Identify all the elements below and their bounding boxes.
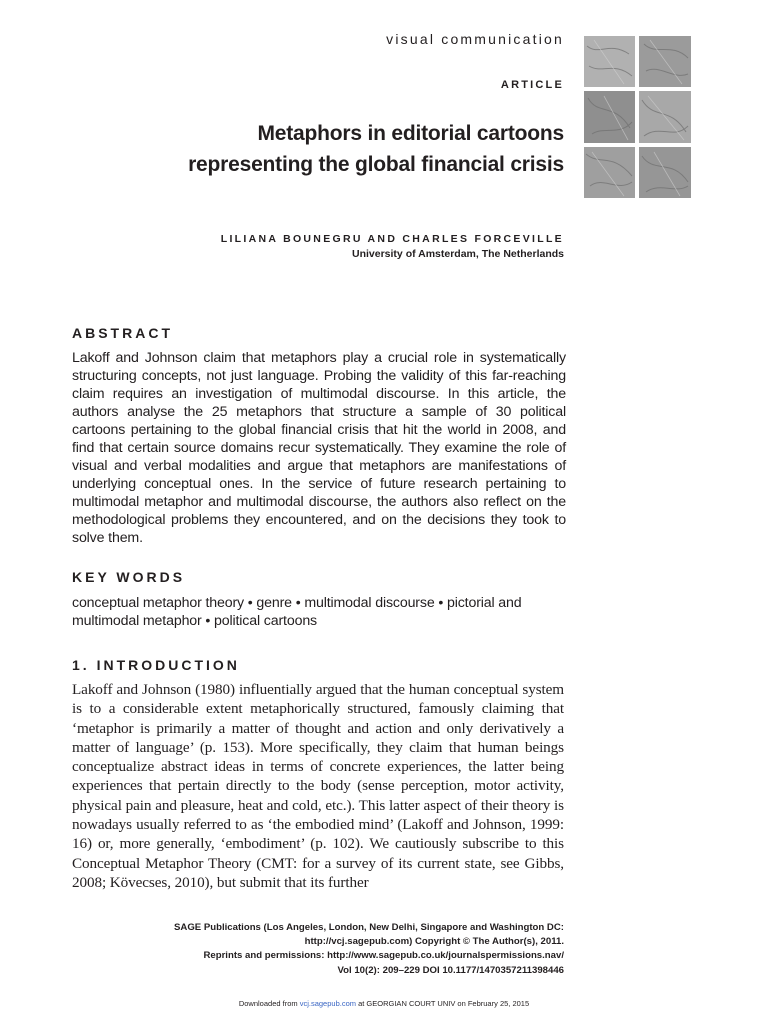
keywords-text: conceptual metaphor theory • genre • multimodal discourse • pictorial and multimodal metaphor • political cartoons bbox=[72, 595, 522, 629]
download-link[interactable]: vcj.sagepub.com bbox=[299, 999, 356, 1008]
affiliation: University of Amsterdam, The Netherlands bbox=[352, 248, 564, 260]
footer-line-1: SAGE Publications (Los Angeles, London, New Delhi, Singapore and Washington DC: bbox=[174, 922, 564, 933]
article-title bbox=[84, 118, 564, 180]
authors: LILIANA BOUNEGRU AND CHARLES FORCEVILLE bbox=[220, 233, 564, 245]
download-suffix: at GEORGIAN COURT UNIV on February 25, 2015 bbox=[358, 999, 530, 1008]
title-line-1: Metaphors in editorial cartoons bbox=[257, 122, 564, 145]
download-prefix: Downloaded from bbox=[238, 999, 298, 1008]
article-type-label: ARTICLE bbox=[500, 79, 564, 91]
abstract-heading: ABSTRACT bbox=[72, 325, 173, 341]
download-note bbox=[0, 999, 768, 1008]
texture-graphic bbox=[584, 36, 691, 198]
footer-line-2: http://vcj.sagepub.com) Copyright © The Author(s), 2011. bbox=[304, 936, 564, 948]
introduction-text: Lakoff and Johnson (1980) influentially argued that the human conceptual system is to a considerable extent metaphorically structured, famously claiming that ‘metaphor is primarily a matter of thought and action and only derivatively a matter of language’ (p. 153). More specifically, they claim that human beings conceptualize abstract ideas in terms of concrete experiences, the latter being experiences that pertain directly to the body (sense perception, motor activity, physical pain and pleasure, heat and cold, etc.). This latter aspect of their theory is nowadays usually referred to as ‘the embodied mind’ (Lakoff and Johnson, 1999: 16) or, more generally, ‘embodiment’ (p. 102). We cautiously subscribe to this Conceptual Metaphor Theory (CMT: for a survey of its current state, see Gibbs, 2008; Kövecses, 2010), but submit that its further bbox=[72, 681, 564, 891]
publisher-footer bbox=[84, 921, 564, 978]
introduction-heading: 1. INTRODUCTION bbox=[72, 657, 240, 673]
title-line-2: representing the global financial crisis bbox=[188, 153, 564, 176]
footer-line-4: Vol 10(2): 209–229 DOI 10.1177/1470357211398446 bbox=[337, 964, 564, 976]
journal-name: visual communication bbox=[386, 31, 564, 47]
cover-texture-image bbox=[584, 36, 691, 198]
keywords-heading: KEY WORDS bbox=[72, 569, 186, 585]
abstract-text: Lakoff and Johnson claim that metaphors play a crucial role in systematically structuring concepts, not just language. Probing the validity of this far-reaching claim requires an investigation of multimodal discourse. In this article, the authors analyse the 25 metaphors that structure a sample of 30 political cartoons pertaining to the global financial crisis that hit the world in 2008, and find that certain source domains recur systematically. They examine the role of visual and verbal modalities and argue that metaphors are manifestations of underlying conceptual ones. In the service of future research pertaining to multimodal metaphor and multimodal discourse, the authors also reflect on the methodological problems they encountered, and on the decisions they took to solve them. bbox=[72, 350, 566, 546]
footer-line-3: Reprints and permissions: http://www.sagepub.co.uk/journalspermissions.nav/ bbox=[203, 950, 564, 962]
